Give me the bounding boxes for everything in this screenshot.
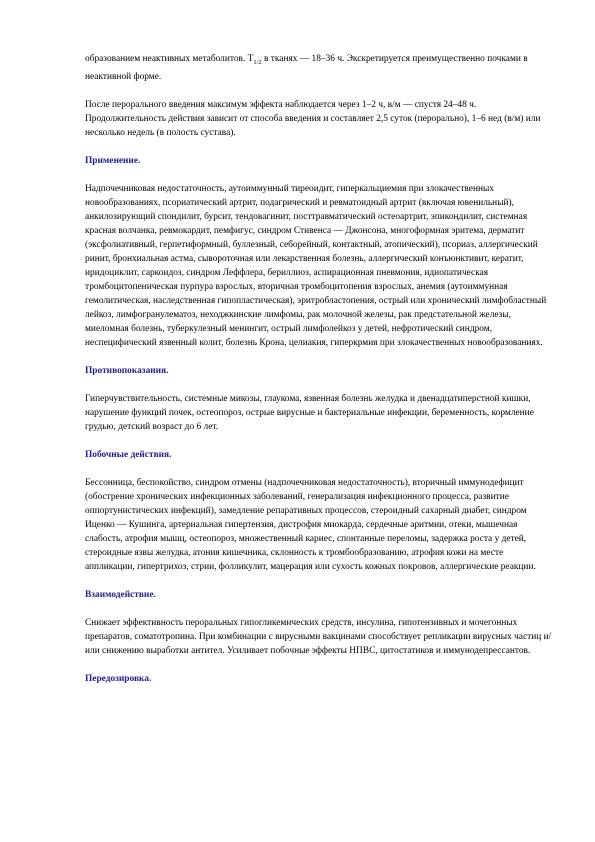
section-text-application: Надпочечниковая недостаточность, аутоиммунный тиреоидит, гиперкальциемия при злокачественных новообразованиях, псориатический артрит, подагрический и ревматоидный артрит (включая ювенильный), анкилозирующий спондилит, бурсит, тендовагинит, посттравматический остеоартрит, эпикондилит, системная красная волчанка, ревмокардит, пемфигус, синдром Стивенса — Джонсона, многоформная эритема, дерматит (эксфолиативный, герпетиформный, буллезный, себорейный, контактный, атопический), псориаз, аллергический ринит, бронхиальная астма, сывороточная или лекарственная болезнь, аллергический конъюнктивит, кератит, иридоциклит, саркоидоз, синдром Леффлера, бериллиоз, аспирационная пневмония, идиопатическая тромбоцитопеническая пурпура взрослых, вторичная тромбоцитопения взрослых, анемия (аутоиммунная гемолитическая, наследственная гипопластическая), эритробластопения, острый или хронический лимфобластный лейкоз, лимфогранулематоз, неходжкинские лимфомы, рак молочной железы, рак предстательной железы, миеломная болезнь, туберкулезный менингит, острый лимфолейкоз у детей, нефротический синдром, неспецифический язвенный колит, болезнь Крона, целиакия, гиперкрмия при злокачественных новообразованиях. [85, 183, 547, 348]
document-page [85, 52, 555, 686]
section-text-contraindications: Гиперчувствительность, системные микозы, глаукома, язвенная болезнь желудка и двенадцатиперстной кишки, нарушение функций почек, остеопороз, острые вирусные и бактериальные инфекции, беременность, кормление грудью, детский возраст до 6 лет. [85, 393, 534, 432]
section-text-side-effects: Бессонница, беспокойство, синдром отмены (надпочечниковая недостаточность), вторичный иммунодефицит (обострение хронических инфекционных заболеваний, генерализация инфекционного процесса, развитие оппортунистических инфекций), замедление репаративных процессов, стероидный сахарный диабет, синдром Иценко — Кушинга, артериальная гипертензия, дистрофия миокарда, сердечные аритмии, отеки, мышечная слабость, атрофия мышц, остеопороз, множественный кариес, спонтанные переломы, задержка роста у детей, стероидные язвы желудка, атония кишечника, склонность к тромбообразованию, атрофия кожи на месте аппликации, гипертрихоз, стрии, фолликулит, мацерация или сухость кожных покровов, аллергические реакции. [85, 477, 536, 572]
intro-paragraph-2: После перорального введения максимум эффекта наблюдается через 1–2 ч, в/м — спустя 24–48 ч. Продолжительность действия зависит от способа введения и составляет 2,5 суток (перорально), 1–6 нед (в/м) или несколько недель (в полость сустава). [85, 99, 541, 138]
section-heading-side-effects: Побочные действия. [85, 449, 172, 460]
intro-paragraph-1 [85, 52, 555, 84]
section-heading-overdose: Передозировка. [85, 673, 152, 684]
intro-p1-end: в тканях — 18–36 ч. Экскретируется преимущественно почками в неактивной форме. [85, 54, 528, 82]
section-text-interaction: Снижает эффективность пероральных гипогликемических средств, инсулина, гипотензивных и мочегонных препаратов, соматотропина. При комбинации с вирусными вакцинами способствует репликации вирусных частиц и/или снижению выработки антител. Усиливает побочные эффекты НПВС, цитостатиков и иммунодепрессантов. [85, 617, 552, 656]
section-heading-application: Применение. [85, 155, 141, 166]
half-life-subscript: 1/2 [253, 58, 262, 66]
intro-p1-start: образованием неактивных метаболитов. T [85, 54, 254, 64]
section-heading-contraindications: Противопоказания. [85, 365, 169, 376]
section-heading-interaction: Взаимодействие. [85, 589, 156, 600]
